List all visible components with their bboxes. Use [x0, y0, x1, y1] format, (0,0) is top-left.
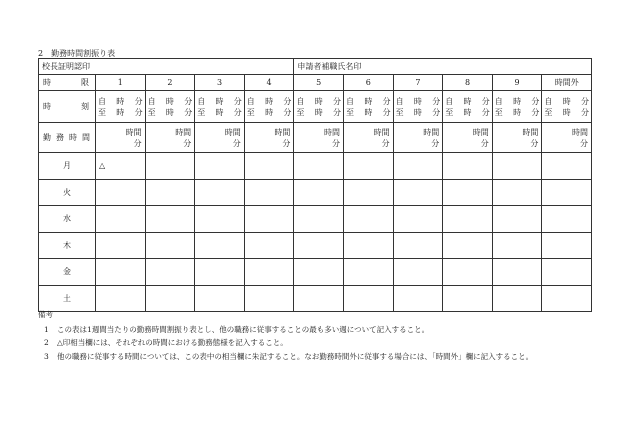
time-cell[interactable] [542, 91, 592, 123]
period-label-right: 限 [81, 78, 89, 87]
day-row [39, 153, 592, 180]
time-unit-label: 自 [494, 96, 503, 106]
period-header [195, 75, 245, 91]
note-number: 3 [44, 351, 49, 361]
time-unit-label: 分 [233, 107, 242, 117]
period-number: 5 [316, 78, 322, 87]
time-unit-label: 分 [134, 107, 143, 117]
schedule-cell[interactable] [96, 179, 146, 206]
time-unit-label: 自 [147, 96, 156, 106]
time-unit-label: 時 [314, 96, 323, 106]
schedule-cell[interactable] [393, 153, 443, 180]
time-unit-label: 至 [544, 107, 553, 117]
note-number: 2 [44, 338, 49, 347]
day-row [39, 259, 592, 286]
schedule-cell[interactable] [294, 232, 344, 259]
schedule-cell[interactable] [492, 232, 542, 259]
time-unit-label: 分 [333, 96, 342, 106]
day-label: 火 [63, 187, 71, 197]
period-number: 8 [464, 78, 471, 87]
time-unit-label: 時 [265, 107, 274, 117]
time-unit-label: 分 [283, 107, 292, 117]
time-unit-label: 自 [544, 96, 553, 106]
period-number: 7 [415, 78, 421, 87]
time-unit-label: 至 [395, 107, 404, 117]
time-unit-label: 時 [116, 96, 125, 106]
period-row [39, 75, 592, 91]
time-unit-label: 至 [147, 107, 156, 117]
time-unit-label: 自 [395, 96, 404, 106]
period-number: 2 [167, 78, 173, 87]
time-unit-label: 分 [333, 107, 342, 117]
applicant-seal-cell[interactable] [294, 59, 592, 75]
schedule-cell[interactable] [344, 153, 394, 180]
time-unit-label: 時 [314, 107, 323, 117]
time-from-line [544, 96, 589, 107]
duration-hour-label: 時間 [373, 127, 390, 137]
time-from-line [98, 96, 143, 107]
schedule-cell[interactable] [195, 206, 245, 233]
day-label: 金 [63, 267, 71, 277]
schedule-cell[interactable] [542, 259, 592, 286]
schedule-cell[interactable] [195, 153, 245, 180]
day-label: 土 [63, 293, 71, 303]
duration-hour-label: 時間 [274, 127, 291, 137]
time-label-right: 刻 [81, 102, 89, 111]
time-to-line [346, 107, 391, 118]
time-unit-label: 至 [98, 107, 106, 117]
time-to-line [197, 107, 242, 118]
schedule-cell[interactable] [145, 259, 195, 286]
duration-cell[interactable] [244, 123, 294, 153]
time-unit-label: 分 [283, 96, 292, 106]
time-unit-label: 時 [364, 96, 373, 106]
duration-minute-label: 分 [133, 138, 142, 148]
day-label-cell [39, 206, 96, 233]
schedule-cell[interactable] [145, 179, 195, 206]
time-unit-label: 分 [581, 96, 590, 106]
time-from-line [148, 96, 193, 107]
schedule-cell[interactable] [492, 206, 542, 233]
duration-hour-label: 時間 [125, 127, 142, 137]
time-cell[interactable] [294, 91, 344, 123]
page-title: 2 勤務時間割振り表 [38, 49, 116, 58]
time-unit-label: 時 [165, 107, 174, 117]
time-unit-label: 時 [215, 96, 224, 106]
time-unit-label: 至 [246, 107, 255, 117]
schedule-cell[interactable] [294, 259, 344, 286]
note-text: 他の職務に従事する時間については、この表中の相当欄に朱記すること。なお勤務時間外に従事する場合には、「時間外」欄に記入すること。 [57, 351, 534, 361]
duration-cell[interactable] [492, 123, 542, 153]
period-label-left: 時 [43, 78, 51, 87]
period-number: 3 [216, 78, 223, 87]
time-from-line [247, 96, 292, 107]
time-to-line [247, 107, 292, 118]
applicant-seal-label: 申請者補職氏名印 [297, 62, 362, 71]
schedule-cell[interactable] [443, 179, 493, 206]
note-number: 1 [44, 324, 49, 334]
duration-minute-label: 分 [431, 138, 440, 148]
duration-minute-label: 分 [580, 138, 589, 148]
notes-section [38, 308, 533, 363]
duration-label-char: 勤 [43, 133, 51, 142]
day-row [39, 179, 592, 206]
time-from-line [197, 96, 242, 107]
period-header [542, 75, 592, 91]
time-unit-label: 時 [562, 107, 571, 117]
schedule-cell[interactable] [244, 206, 294, 233]
period-number: 1 [117, 78, 123, 87]
day-rows [39, 153, 592, 312]
time-row [39, 91, 592, 123]
time-from-line [396, 96, 441, 107]
schedule-cell[interactable] [294, 179, 344, 206]
schedule-cell[interactable] [492, 179, 542, 206]
schedule-cell[interactable] [244, 232, 294, 259]
duration-minute-label: 分 [232, 138, 241, 148]
schedule-cell[interactable] [344, 259, 394, 286]
schedule-cell[interactable] [393, 206, 443, 233]
time-to-line [296, 107, 341, 118]
schedule-cell[interactable] [195, 259, 245, 286]
schedule-cell[interactable] [244, 153, 294, 180]
period-header [294, 75, 344, 91]
time-label-left: 時 [43, 102, 51, 111]
schedule-cell[interactable] [542, 179, 592, 206]
period-number: 6 [365, 78, 371, 87]
time-unit-label: 自 [98, 96, 106, 106]
time-label-cell [39, 91, 96, 123]
duration-minute-label: 分 [480, 138, 489, 148]
duration-hour-label: 時間 [175, 127, 192, 137]
schedule-cell[interactable] [443, 206, 493, 233]
duration-hour-label: 時間 [472, 127, 489, 137]
time-unit-label: 時 [413, 96, 422, 106]
time-cell[interactable] [145, 91, 195, 123]
time-unit-label: 自 [197, 96, 206, 106]
time-unit-label: 至 [346, 107, 355, 117]
schedule-cell[interactable] [96, 232, 146, 259]
schedule-cell[interactable] [344, 206, 394, 233]
schedule-cell[interactable] [492, 153, 542, 180]
day-label-cell [39, 153, 96, 180]
time-unit-label: 分 [184, 107, 193, 117]
day-row [39, 232, 592, 259]
time-to-line [544, 107, 589, 118]
schedule-cell[interactable] [294, 153, 344, 180]
time-unit-label: 自 [445, 96, 454, 106]
duration-label-cell [39, 123, 96, 153]
time-from-line [296, 96, 341, 107]
duration-label-char: 間 [82, 133, 90, 142]
time-cell[interactable] [443, 91, 493, 123]
time-to-line [396, 107, 441, 118]
period-header [96, 75, 146, 91]
time-unit-label: 分 [382, 107, 391, 117]
day-label-cell [39, 179, 96, 206]
notes-title: 備考 [38, 310, 53, 319]
time-unit-label: 分 [382, 96, 391, 106]
duration-cell[interactable] [443, 123, 493, 153]
duration-hour-label: 時間 [324, 127, 341, 137]
time-from-line [445, 96, 490, 107]
time-unit-label: 至 [296, 107, 305, 117]
schedule-cell[interactable] [195, 179, 245, 206]
schedule-cell[interactable] [294, 206, 344, 233]
time-cell[interactable] [393, 91, 443, 123]
duration-label-char: 務 [56, 133, 64, 142]
duration-cell[interactable] [542, 123, 592, 153]
duration-minute-label: 分 [282, 138, 291, 148]
time-unit-label: 時 [265, 96, 274, 106]
schedule-cell[interactable] [145, 153, 195, 180]
duty-mark: △ [99, 161, 106, 171]
time-cell[interactable] [492, 91, 542, 123]
duration-cell[interactable] [96, 123, 146, 153]
duration-minute-label: 分 [183, 138, 192, 148]
time-unit-label: 時 [215, 107, 224, 117]
principal-seal-cell[interactable] [39, 59, 294, 75]
time-unit-label: 分 [481, 107, 490, 117]
time-unit-label: 分 [531, 96, 540, 106]
time-unit-label: 時 [165, 96, 174, 106]
time-from-line [346, 96, 391, 107]
day-label-cell [39, 232, 96, 259]
time-to-line [495, 107, 540, 118]
schedule-cell[interactable] [542, 285, 592, 312]
principal-seal-label: 校長証明認印 [42, 62, 90, 71]
time-unit-label: 至 [197, 107, 206, 117]
schedule-cell[interactable] [344, 179, 394, 206]
schedule-cell[interactable] [145, 206, 195, 233]
time-unit-label: 時 [116, 107, 125, 117]
day-label: 水 [63, 214, 71, 224]
time-unit-label: 時 [562, 96, 571, 106]
time-to-line [98, 107, 143, 118]
time-unit-label: 時 [463, 107, 472, 117]
time-unit-label: 分 [481, 96, 490, 106]
schedule-cell[interactable] [443, 232, 493, 259]
time-to-line [148, 107, 193, 118]
duration-minute-label: 分 [332, 138, 341, 148]
time-unit-label: 時 [364, 107, 373, 117]
duration-hour-label: 時間 [522, 127, 539, 137]
period-header [492, 75, 542, 91]
duration-cell[interactable] [145, 123, 195, 153]
time-cell[interactable] [195, 91, 245, 123]
schedule-cell[interactable] [393, 179, 443, 206]
note-item [38, 350, 533, 364]
time-unit-label: 至 [494, 107, 503, 117]
duration-minute-label: 分 [530, 138, 539, 148]
schedule-cell[interactable] [443, 153, 493, 180]
duration-hour-label: 時間 [224, 127, 241, 137]
time-unit-label: 時 [513, 96, 522, 106]
day-label: 月 [63, 161, 71, 171]
schedule-cell[interactable] [542, 206, 592, 233]
time-to-line [445, 107, 490, 118]
schedule-cell[interactable] [96, 153, 146, 180]
schedule-cell[interactable] [244, 259, 294, 286]
period-header [443, 75, 493, 91]
duration-label-char: 時 [69, 133, 77, 142]
time-unit-label: 至 [445, 107, 454, 117]
note-item [38, 323, 533, 337]
note-text: △印相当欄には、それぞれの時間における勤務態様を記入すること。 [57, 338, 288, 347]
time-unit-label: 分 [134, 96, 143, 106]
time-unit-label: 分 [432, 107, 441, 117]
duration-hour-label: 時間 [572, 127, 589, 137]
schedule-cell[interactable] [393, 232, 443, 259]
time-unit-label: 自 [296, 96, 305, 106]
duration-cell[interactable] [393, 123, 443, 153]
day-row [39, 206, 592, 233]
schedule-cell[interactable] [344, 232, 394, 259]
schedule-cell[interactable] [96, 206, 146, 233]
schedule-table [38, 58, 592, 312]
schedule-cell[interactable] [244, 179, 294, 206]
time-unit-label: 分 [531, 107, 540, 117]
period-header [344, 75, 394, 91]
schedule-cell[interactable] [492, 259, 542, 286]
schedule-cell[interactable] [443, 259, 493, 286]
duration-minute-label: 分 [381, 138, 390, 148]
period-number: 時間外 [554, 78, 579, 87]
time-from-line [495, 96, 540, 107]
duration-cell[interactable] [294, 123, 344, 153]
time-unit-label: 分 [233, 96, 242, 106]
time-unit-label: 分 [432, 96, 441, 106]
schedule-cell[interactable] [542, 153, 592, 180]
period-header [145, 75, 195, 91]
schedule-cell[interactable] [393, 259, 443, 286]
schedule-cell[interactable] [542, 232, 592, 259]
period-header [393, 75, 443, 91]
time-unit-label: 分 [184, 96, 193, 106]
time-unit-label: 自 [246, 96, 255, 106]
period-number: 9 [514, 78, 520, 87]
duration-hour-label: 時間 [423, 127, 440, 137]
time-unit-label: 分 [581, 107, 590, 117]
time-unit-label: 時 [463, 96, 472, 106]
day-label: 木 [63, 240, 71, 250]
duration-cell[interactable] [344, 123, 394, 153]
signature-row [39, 59, 592, 75]
schedule-cell[interactable] [145, 232, 195, 259]
duration-cell[interactable] [195, 123, 245, 153]
schedule-cell[interactable] [195, 232, 245, 259]
duration-row [39, 123, 592, 153]
period-number: 4 [266, 78, 272, 87]
note-text: この表は1週間当たりの勤務時間割振り表とし、他の職務に従事することの最も多い週について記入すること。 [57, 324, 430, 334]
note-item [38, 336, 533, 350]
period-label-cell [39, 75, 96, 91]
schedule-cell[interactable] [96, 259, 146, 286]
time-cell[interactable] [344, 91, 394, 123]
time-cell[interactable] [96, 91, 146, 123]
time-unit-label: 時 [413, 107, 422, 117]
period-header [244, 75, 294, 91]
day-label-cell [39, 259, 96, 286]
time-unit-label: 時 [513, 107, 522, 117]
time-unit-label: 自 [346, 96, 355, 106]
time-cell[interactable] [244, 91, 294, 123]
